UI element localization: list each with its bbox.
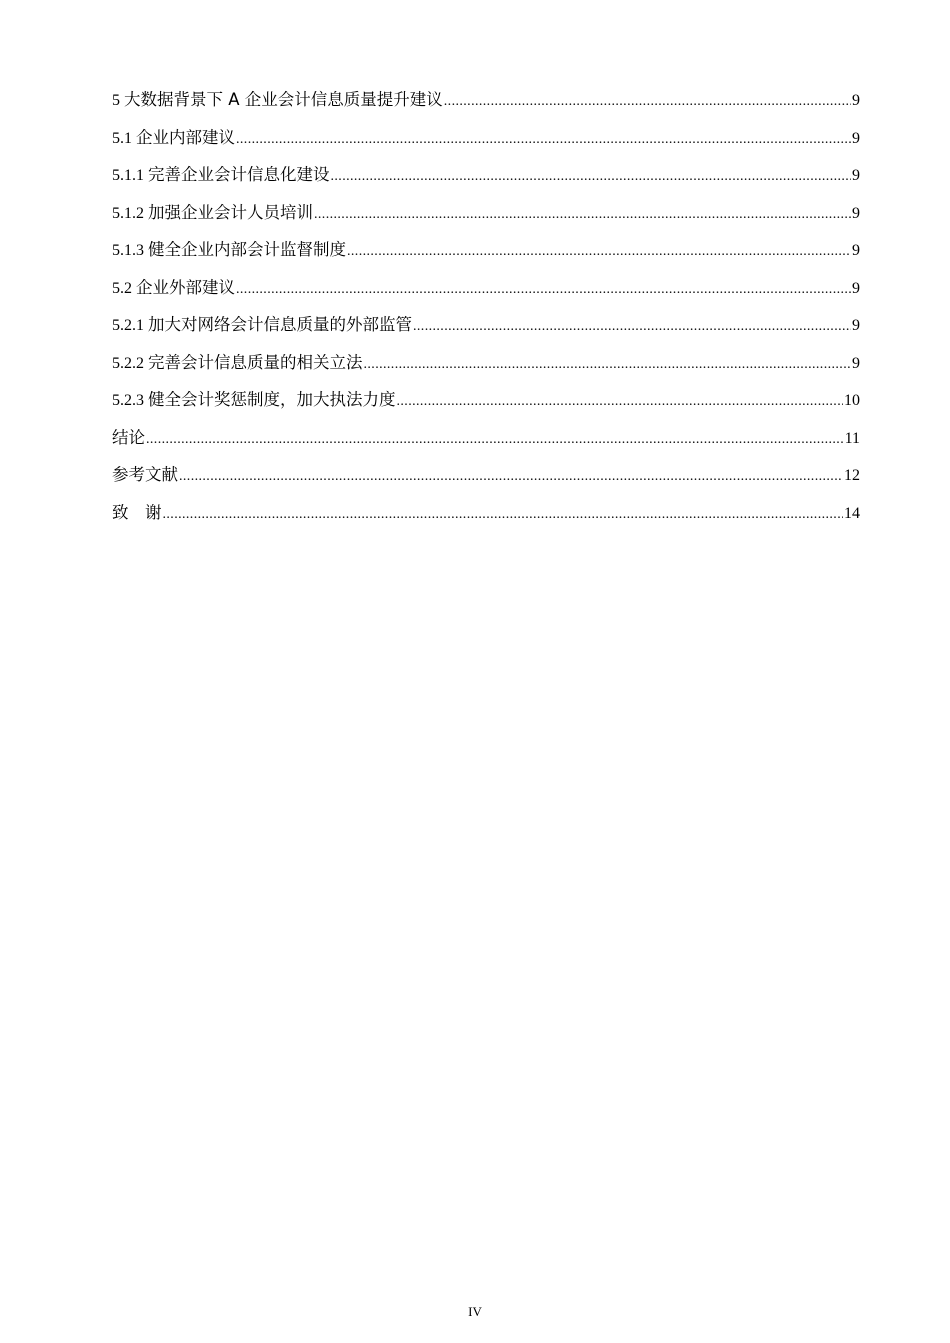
toc-entry-conclusion[interactable] [112,424,860,462]
toc-dot-leader [163,501,844,529]
toc-entry-label [112,349,363,378]
toc-dot-leader [146,426,844,454]
toc-entry-5-2-2[interactable] [112,349,860,387]
page-footer-number: IV [468,1304,482,1319]
table-of-contents [112,86,860,536]
toc-section-number: 5.1.1 [112,167,148,184]
toc-entry-5-2-3[interactable] [112,386,860,424]
toc-entry-5-2[interactable] [112,274,860,312]
toc-page-number: 9 [852,279,860,297]
toc-page-number: 9 [852,354,860,372]
toc-page-number: 9 [852,92,860,109]
toc-page-number: 12 [844,467,860,484]
toc-entry-5-1-1[interactable] [112,161,860,199]
toc-page-number: 9 [852,317,860,334]
toc-section-number: 5.2.2 [112,354,148,372]
toc-dot-leader [236,276,851,304]
toc-entry-label [112,424,145,453]
toc-entry-label [112,274,235,303]
toc-entry-5-1-2[interactable] [112,199,860,237]
toc-section-title: 企业内部建议 [136,127,235,147]
toc-section-title: 健全企业内部会计监督制度 [148,240,346,259]
toc-section-title: 完善企业会计信息化建设 [148,165,330,184]
toc-dot-leader [314,201,851,229]
toc-section-number: 5.1.2 [112,204,148,222]
toc-entry-label [112,236,346,265]
toc-entry-label [112,386,396,415]
toc-page-number: 9 [852,167,860,184]
toc-section-number: 5.2 [112,279,136,297]
toc-entry-5-2-1[interactable] [112,311,860,349]
toc-entry-references[interactable] [112,461,860,499]
toc-entry-5-1[interactable] [112,124,860,162]
toc-dot-leader [179,463,843,491]
toc-entry-label [112,461,178,490]
toc-entry-acknowledgements[interactable] [112,499,860,537]
toc-section-title: 大数据背景下 A 企业会计信息质量提升建议 [124,90,443,109]
toc-section-title: 加大对网络会计信息质量的外部监管 [148,315,412,334]
toc-dot-leader [444,88,851,116]
toc-section-title: 致 谢 [112,502,162,522]
toc-section-number: 5 [112,92,124,109]
toc-page-number: 9 [852,129,860,147]
toc-entry-label [112,124,235,153]
toc-entry-label [112,499,162,528]
toc-section-title: 加强企业会计人员培训 [148,202,313,222]
toc-section-number: 5.2.3 [112,392,148,409]
toc-section-number: 5.2.1 [112,317,148,334]
toc-entry-5[interactable] [112,86,860,124]
toc-entry-label [112,199,313,228]
toc-entry-label [112,86,443,115]
toc-dot-leader [364,351,852,379]
toc-page-number: 11 [844,429,860,447]
toc-section-title: 健全会计奖惩制度，加大执法力度 [148,390,396,409]
toc-page-number: 14 [844,504,860,522]
toc-dot-leader [347,238,851,266]
toc-dot-leader [413,313,851,341]
toc-section-number: 5.1.3 [112,242,148,259]
toc-dot-leader [397,388,844,416]
toc-section-title: 参考文献 [112,465,178,484]
toc-entry-label [112,161,330,190]
toc-dot-leader [331,163,852,191]
toc-entry-label [112,311,412,340]
toc-page-number: 9 [852,242,860,259]
toc-section-number: 5.1 [112,129,136,147]
toc-entry-5-1-3[interactable] [112,236,860,274]
toc-dot-leader [236,126,851,154]
toc-page-number: 9 [852,204,860,222]
toc-section-title: 完善会计信息质量的相关立法 [148,352,363,372]
toc-section-title: 结论 [112,427,145,447]
toc-section-title: 企业外部建议 [136,277,235,297]
toc-page-number: 10 [844,392,860,409]
